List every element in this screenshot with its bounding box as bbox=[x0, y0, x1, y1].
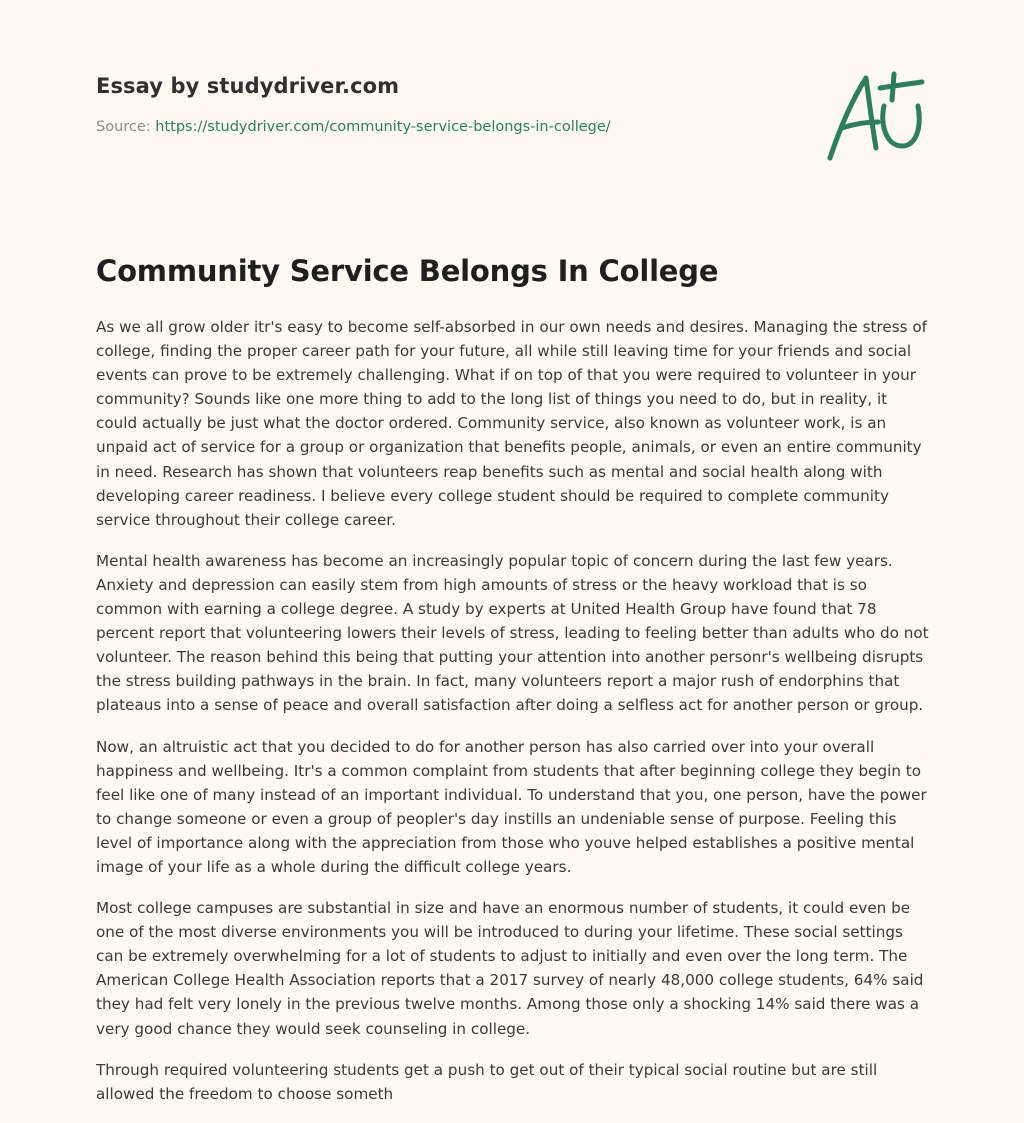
essay-body bbox=[96, 315, 932, 1123]
source-line bbox=[96, 119, 796, 135]
essay-paragraph: Through required volunteering students get a push to get out of their typical social routine but are still allowed the freedom to choose someth bbox=[96, 1060, 878, 1103]
essay-header bbox=[96, 74, 796, 135]
brand-title: Essay by studydriver.com bbox=[96, 74, 400, 98]
essay-paragraph: Now, an altruistic act that you decided to do for another person has also carried over into your overall happiness and wellbeing. Itr's a common complaint from students that after beginning college they begin to feel like one of many instead of an important individual. To understand that you, one person, have the power to change someone or even a group of peopler's day instills an undeniable sense of purpose. Feeling this level of importance along with the appreciation from those who youve helped establishes a positive mental image of your life as a whole during the difficult college years. bbox=[96, 737, 927, 876]
source-label: Source: bbox=[96, 119, 156, 135]
essay-paragraph: Most college campuses are substantial in size and have an enormous number of students, it could even be one of the most diverse environments you will be introduced to during your lifetime. These social settings can be extremely overwhelming for a lot of students to adjust to initially and even over the long term. The American College Health Association reports that a 2017 survey of nearly 48,000 college students, 64% said they had felt very lonely in the previous twelve months. Among those only a shocking 14% said there was a very good chance they would seek counseling in college. bbox=[96, 899, 924, 1038]
essay-paragraph: As we all grow older itr's easy to become self-absorbed in our own needs and desires. Managing the stress of college, finding the proper career path for your future, all while still leaving time for your friends and social events can prove to be extremely challenging. What if on top of that you were required to volunteer in your community? Sounds like one more thing to add to the long list of things you need to do, but in reality, it could actually be just what the doctor ordered. Community service, also known as volunteer work, is an unpaid act of service for a group or organization that benefits people, animals, or even an entire community in need. Research has shown that volunteers reap benefits such as mental and social health along with developing career readiness. I believe every college student should be required to complete community service throughout their college career. bbox=[96, 318, 927, 529]
a-plus-grade-icon bbox=[822, 66, 930, 166]
essay-title: Community Service Belongs In College bbox=[96, 254, 719, 288]
essay-paragraph: Mental health awareness has become an increasingly popular topic of concern during the last few years. Anxiety and depression can easily stem from high amounts of stress or the heavy workload that is so common with earning a college degree. A study by experts at United Health Group have found that 78 percent report that volunteering lowers their levels of stress, leading to feeling better than adults who do not volunteer. The reason behind this being that putting your attention into another personr's wellbeing disrupts the stress building pathways in the brain. In fact, many volunteers report a major rush of endorphins that plateaus into a sense of peace and overall satisfaction after doing a selfless act for another person or group. bbox=[96, 551, 929, 715]
source-link[interactable]: https://studydriver.com/community-service-belongs-in-college/ bbox=[155, 119, 611, 135]
